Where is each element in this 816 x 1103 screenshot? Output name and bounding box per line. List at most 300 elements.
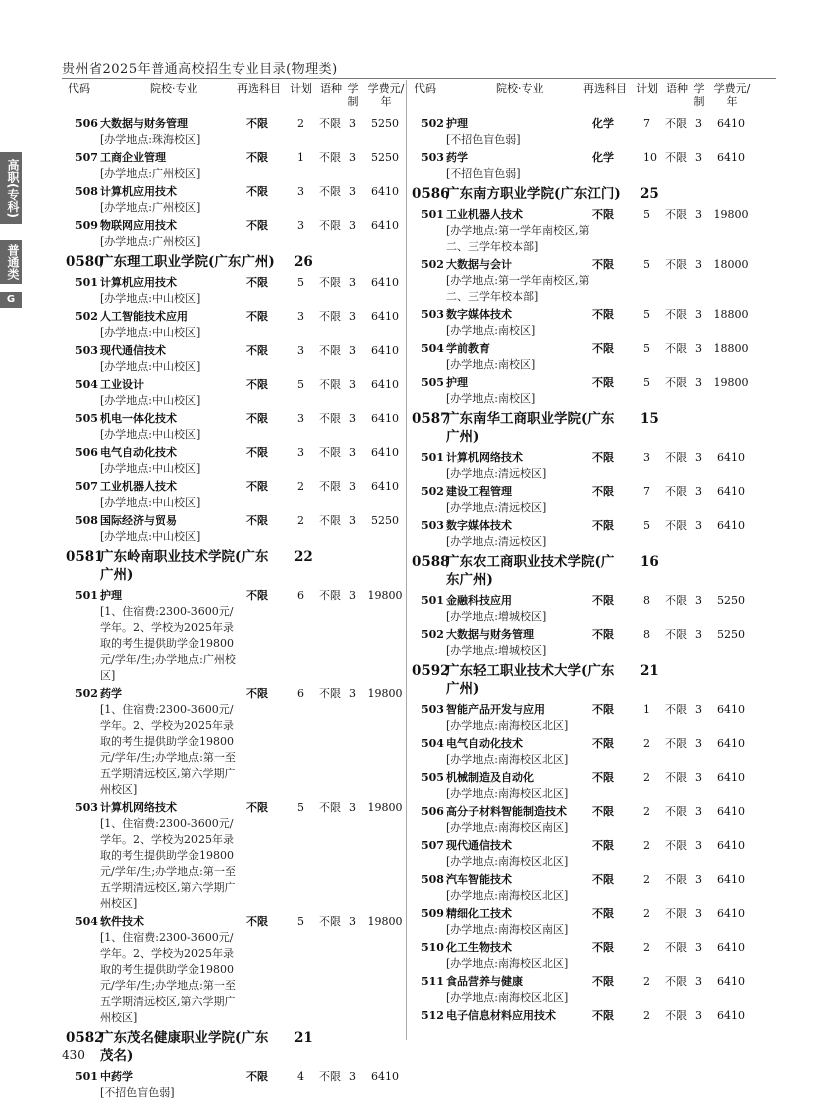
header-length: 学制 [347,82,359,108]
major-language: 不限 [665,1009,687,1022]
major-note: [办学地点:南海校区南区] [446,923,569,936]
major-language: 不限 [665,703,687,716]
page-number: 430 [62,1048,85,1062]
major-note: [办学地点:广州校区] [100,235,201,248]
major-fee: 6410 [717,941,745,954]
major-plan: 2 [643,941,650,954]
major-entry [412,702,757,734]
header-plan: 计划 [636,82,658,95]
major-main [100,116,244,148]
major-length: 3 [695,873,702,886]
major-main [446,872,590,904]
major-main [100,1069,244,1101]
major-fee: 5250 [371,514,399,527]
major-code: 510 [421,941,444,954]
school-code: 0580 [66,254,104,270]
major-note: [不招色盲色弱] [100,1086,175,1099]
left-column-body [66,116,411,1101]
major-subject: 不限 [592,839,614,852]
major-main [446,257,590,305]
major-note: [办学地点:增城校区] [446,644,547,657]
major-subject: 不限 [592,308,614,321]
major-main [446,116,590,148]
major-code: 502 [421,117,444,130]
major-main [446,906,590,938]
major-subject: 不限 [592,805,614,818]
major-language: 不限 [319,185,341,198]
major-fee: 19800 [367,801,403,814]
major-subject: 不限 [246,687,268,700]
major-entry [66,914,411,1026]
major-main [100,343,244,375]
major-name: 大数据与财务管理 [446,628,534,641]
major-fee: 19800 [713,208,749,221]
major-plan: 3 [297,344,304,357]
major-length: 3 [695,594,702,607]
school-heading [66,1029,411,1065]
school-heading [412,553,757,589]
major-language: 不限 [665,451,687,464]
major-length: 3 [695,376,702,389]
school-code: 0586 [412,186,450,202]
major-plan: 7 [643,117,650,130]
major-length: 3 [349,344,356,357]
major-code: 502 [75,687,98,700]
major-subject: 不限 [592,771,614,784]
school-plan-total: 22 [294,549,313,565]
major-language: 不限 [665,208,687,221]
major-fee: 6410 [717,703,745,716]
major-subject: 不限 [246,412,268,425]
major-fee: 6410 [717,805,745,818]
major-fee: 19800 [367,915,403,928]
major-fee: 19800 [713,376,749,389]
major-subject: 不限 [592,519,614,532]
major-plan: 5 [297,276,304,289]
major-main [100,445,244,477]
major-plan: 3 [297,185,304,198]
major-fee: 6410 [371,344,399,357]
major-code: 504 [421,342,444,355]
major-code: 502 [421,258,444,271]
major-language: 不限 [665,941,687,954]
major-name: 食品营养与健康 [446,975,523,988]
major-language: 不限 [319,276,341,289]
header-fee: 学费元/年 [713,82,751,108]
major-code: 507 [421,839,444,852]
column-header [66,80,411,116]
major-plan: 5 [297,915,304,928]
major-subject: 不限 [592,451,614,464]
major-entry [66,116,411,148]
major-plan: 2 [297,117,304,130]
major-code: 505 [75,412,98,425]
major-note: [办学地点:中山校区] [100,530,201,543]
major-subject: 不限 [246,310,268,323]
major-note: [办学地点:南海校区北区] [446,991,569,1004]
major-main [446,702,590,734]
major-entry [66,513,411,545]
major-subject: 不限 [246,801,268,814]
major-subject: 化学 [592,117,614,130]
major-language: 不限 [319,801,341,814]
major-note: [1、住宿费:2300-3600元/学年。2、学校为2025年录取的考生提供助学金19800元/学年/生;办学地点:第一至五学期清远校区,第六学期广州校区] [100,931,236,1024]
major-name: 机电一体化技术 [100,412,177,425]
column-header [412,80,757,116]
major-code: 501 [75,1070,98,1083]
school-plan-total: 25 [640,186,659,202]
major-length: 3 [349,480,356,493]
major-plan: 8 [643,594,650,607]
major-note: [办学地点:清远校区] [446,467,547,480]
major-length: 3 [695,342,702,355]
major-entry [412,341,757,373]
major-entry [66,686,411,798]
major-fee: 6410 [717,117,745,130]
major-fee: 6410 [371,185,399,198]
major-plan: 2 [297,480,304,493]
school-plan-total: 21 [294,1030,313,1046]
major-language: 不限 [319,310,341,323]
school-name: 广东南华工商职业学院(广东广州) [446,411,615,445]
major-main [100,184,244,216]
major-fee: 5250 [717,628,745,641]
major-main [100,411,244,443]
major-entry [412,450,757,482]
major-fee: 6410 [371,480,399,493]
major-note: [办学地点:中山校区] [100,496,201,509]
major-name: 高分子材料智能制造技术 [446,805,567,818]
major-plan: 2 [643,873,650,886]
major-code: 503 [421,151,444,164]
major-plan: 6 [297,589,304,602]
major-entry [412,1008,757,1024]
major-entry [66,800,411,912]
major-name: 计算机应用技术 [100,185,177,198]
major-main [446,940,590,972]
major-main [446,627,590,659]
major-entry [412,838,757,870]
major-note: [不招色盲色弱] [446,133,521,146]
major-fee: 6410 [717,839,745,852]
major-length: 3 [349,219,356,232]
major-name: 学前教育 [446,342,490,355]
major-subject: 不限 [592,485,614,498]
major-language: 不限 [319,1070,341,1083]
major-fee: 6410 [717,737,745,750]
header-subject: 再选科目 [583,82,627,95]
major-main [100,686,244,798]
major-plan: 2 [643,839,650,852]
major-main [100,309,244,341]
school-code: 0588 [412,554,450,570]
major-subject: 不限 [246,185,268,198]
major-entry [66,150,411,182]
major-language: 不限 [665,907,687,920]
major-language: 不限 [319,344,341,357]
major-language: 不限 [665,737,687,750]
major-length: 3 [695,771,702,784]
major-entry [412,257,757,305]
major-fee: 6410 [717,873,745,886]
major-fee: 6410 [717,907,745,920]
major-entry [412,150,757,182]
major-language: 不限 [665,771,687,784]
major-plan: 5 [643,308,650,321]
major-note: [办学地点:增城校区] [446,610,547,623]
major-subject: 不限 [246,589,268,602]
major-note: [办学地点:广州校区] [100,167,201,180]
major-length: 3 [695,451,702,464]
major-code: 507 [75,480,98,493]
major-code: 503 [421,519,444,532]
major-subject: 不限 [592,975,614,988]
major-entry [66,309,411,341]
major-code: 511 [421,975,444,988]
major-length: 3 [695,907,702,920]
major-fee: 6410 [717,771,745,784]
major-length: 3 [349,310,356,323]
major-plan: 1 [297,151,304,164]
major-fee: 6410 [717,519,745,532]
major-note: [1、住宿费:2300-3600元/学年。2、学校为2025年录取的考生提供助学金19800元/学年/生;办学地点:第一至五学期清远校区,第六学期广州校区] [100,703,236,796]
school-name: 广东岭南职业技术学院(广东广州) [100,549,269,583]
major-code: 512 [421,1009,444,1022]
major-code: 504 [75,915,98,928]
major-note: [办学地点:第一学年南校区,第二、三学年校本部] [446,224,590,253]
major-length: 3 [695,703,702,716]
major-subject: 不限 [592,941,614,954]
major-plan: 4 [297,1070,304,1083]
major-fee: 6410 [717,485,745,498]
major-note: [办学地点:南海校区南区] [446,821,569,834]
major-entry [412,307,757,339]
major-fee: 5250 [371,151,399,164]
major-length: 3 [349,1070,356,1083]
major-entry [66,275,411,307]
major-plan: 2 [643,907,650,920]
major-plan: 2 [643,1009,650,1022]
school-plan-total: 16 [640,554,659,570]
major-language: 不限 [319,378,341,391]
major-name: 工业设计 [100,378,144,391]
major-language: 不限 [665,485,687,498]
major-length: 3 [695,208,702,221]
major-fee: 5250 [371,117,399,130]
major-name: 物联网应用技术 [100,219,177,232]
major-main [446,804,590,836]
major-plan: 5 [643,258,650,271]
major-plan: 5 [643,519,650,532]
major-entry [66,588,411,684]
major-note: [办学地点:珠海校区] [100,133,201,146]
major-main [100,800,244,912]
major-note: [办学地点:中山校区] [100,428,201,441]
major-entry [66,343,411,375]
major-plan: 2 [643,805,650,818]
major-name: 精细化工技术 [446,907,512,920]
major-code: 501 [75,276,98,289]
major-length: 3 [349,514,356,527]
major-plan: 8 [643,628,650,641]
major-main [100,513,244,545]
school-code: 0587 [412,411,450,427]
school-plan-total: 21 [640,663,659,679]
major-fee: 6410 [371,276,399,289]
side-tab-vocational: 高职(专科) [0,152,22,224]
major-language: 不限 [665,519,687,532]
major-fee: 6410 [371,446,399,459]
major-plan: 10 [643,151,657,164]
school-name: 广东农工商职业技术学院(广东广州) [446,554,615,588]
major-note: [办学地点:中山校区] [100,394,201,407]
major-code: 506 [421,805,444,818]
major-name: 计算机应用技术 [100,276,177,289]
major-language: 不限 [319,117,341,130]
major-name: 中药学 [100,1070,133,1083]
major-code: 503 [421,703,444,716]
major-subject: 不限 [246,276,268,289]
major-entry [66,479,411,511]
major-language: 不限 [665,805,687,818]
major-code: 502 [421,485,444,498]
major-code: 506 [75,446,98,459]
header-rule [62,78,776,79]
major-subject: 不限 [592,873,614,886]
major-subject: 不限 [246,446,268,459]
major-subject: 不限 [592,376,614,389]
major-subject: 不限 [592,258,614,271]
side-tab-general: 普通类 [0,240,22,284]
major-subject: 不限 [592,594,614,607]
major-name: 电气自动化技术 [446,737,523,750]
major-name: 建设工程管理 [446,485,512,498]
major-fee: 18800 [713,342,749,355]
major-name: 护理 [100,589,122,602]
major-language: 不限 [319,480,341,493]
major-subject: 不限 [246,344,268,357]
major-code: 508 [75,185,98,198]
major-plan: 6 [297,687,304,700]
school-code: 0581 [66,549,104,565]
side-tab-g: G [0,292,22,308]
major-plan: 5 [643,342,650,355]
major-entry [412,627,757,659]
major-subject: 不限 [246,151,268,164]
major-main [446,1008,590,1024]
major-main [446,484,590,516]
major-plan: 5 [297,801,304,814]
major-subject: 不限 [246,117,268,130]
major-code: 503 [421,308,444,321]
major-name: 工商企业管理 [100,151,166,164]
major-main [446,770,590,802]
school-plan-total: 15 [640,411,659,427]
major-entry [66,1069,411,1101]
major-note: [办学地点:清远校区] [446,501,547,514]
major-main [446,307,590,339]
major-length: 3 [695,519,702,532]
major-code: 501 [75,589,98,602]
major-main [446,593,590,625]
major-subject: 化学 [592,151,614,164]
major-language: 不限 [665,839,687,852]
major-fee: 6410 [371,219,399,232]
major-fee: 6410 [371,310,399,323]
major-code: 508 [421,873,444,886]
major-name: 护理 [446,376,468,389]
major-main [446,150,590,182]
major-main [100,377,244,409]
major-subject: 不限 [246,514,268,527]
major-language: 不限 [319,219,341,232]
major-subject: 不限 [592,907,614,920]
major-note: [办学地点:中山校区] [100,326,201,339]
major-plan: 2 [297,514,304,527]
major-language: 不限 [665,376,687,389]
school-name: 广东茂名健康职业学院(广东茂名) [100,1030,269,1064]
major-name: 大数据与财务管理 [100,117,188,130]
major-note: [办学地点:南海校区北区] [446,855,569,868]
major-subject: 不限 [246,219,268,232]
major-language: 不限 [665,117,687,130]
major-language: 不限 [665,873,687,886]
major-code: 509 [75,219,98,232]
major-name: 护理 [446,117,468,130]
major-length: 3 [349,185,356,198]
major-plan: 5 [643,208,650,221]
header-subject: 再选科目 [237,82,281,95]
major-length: 3 [695,117,702,130]
major-length: 3 [349,412,356,425]
school-heading [66,548,411,584]
major-language: 不限 [319,151,341,164]
major-name: 数字媒体技术 [446,519,512,532]
major-subject: 不限 [592,342,614,355]
major-subject: 不限 [592,628,614,641]
major-code: 506 [75,117,98,130]
major-language: 不限 [319,915,341,928]
major-main [446,207,590,255]
header-plan: 计划 [290,82,312,95]
major-note: [办学地点:南校区] [446,358,536,371]
major-fee: 19800 [367,589,403,602]
major-length: 3 [695,941,702,954]
major-note: [办学地点:广州校区] [100,201,201,214]
major-note: [办学地点:南校区] [446,324,536,337]
major-length: 3 [349,589,356,602]
major-length: 3 [349,276,356,289]
major-fee: 6410 [371,1070,399,1083]
major-plan: 2 [643,737,650,750]
major-note: [办学地点:南海校区北区] [446,957,569,970]
major-plan: 3 [643,451,650,464]
major-entry [412,375,757,407]
major-entry [412,906,757,938]
school-code: 0592 [412,663,450,679]
major-note: [办学地点:中山校区] [100,360,201,373]
major-length: 3 [695,628,702,641]
header-fee: 学费元/年 [367,82,405,108]
major-main [446,518,590,550]
major-subject: 不限 [592,208,614,221]
major-plan: 5 [643,376,650,389]
school-name: 广东南方职业学院(广东江门) [446,186,621,202]
major-length: 3 [349,151,356,164]
major-main [100,479,244,511]
major-fee: 6410 [371,378,399,391]
major-name: 大数据与会计 [446,258,512,271]
